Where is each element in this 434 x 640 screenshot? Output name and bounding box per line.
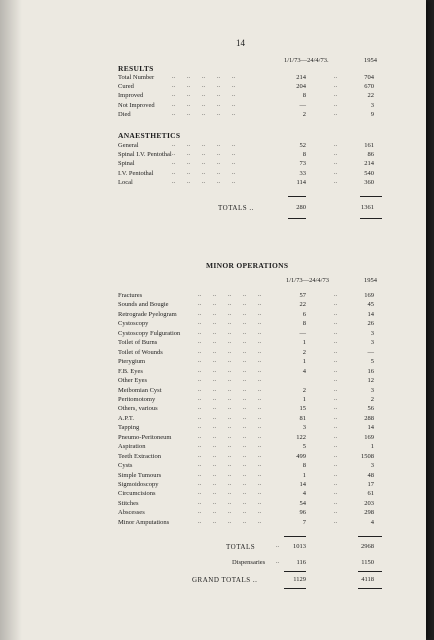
dot-leader: ..: [334, 481, 337, 487]
row-label: Cysts: [118, 462, 133, 470]
row-value-1954: 45: [367, 301, 374, 309]
row-label: Circumcisions: [118, 490, 156, 498]
row-value-1954: 48: [367, 471, 374, 479]
row-value-period: 3: [302, 424, 306, 432]
row-value-period: 1: [302, 395, 306, 403]
row-value-period: 52: [299, 142, 306, 149]
row-label: Died: [118, 110, 131, 118]
dot-leader: .. .. .. .. ..: [198, 518, 261, 525]
row-value-period: —: [299, 101, 306, 109]
dot-leader: .. .. .. .. ..: [198, 320, 261, 327]
row-value-period: 73: [299, 160, 306, 168]
row-value-period: 122: [296, 433, 306, 441]
row-label: Other Eyes: [118, 377, 148, 385]
results-col1-header: 1/1/73—24/4/73.: [284, 57, 329, 64]
dot-leader: .. .. .. .. ..: [198, 471, 261, 478]
dot-leader: .. .. .. .. ..: [198, 386, 261, 393]
row-value-period: 81: [299, 414, 306, 422]
row-value-1954: 3: [370, 339, 374, 347]
dot-leader: .. .. .. .. ..: [198, 424, 261, 431]
minor-totals-col2: 2968: [361, 543, 374, 550]
dot-leader: ..: [334, 386, 337, 393]
row-value-1954: 17: [367, 481, 374, 488]
row-value-1954: 161: [364, 142, 374, 149]
minor-col1-rule: [284, 536, 306, 537]
dot-leader: ..: [334, 110, 337, 117]
minor-operations-col2-header: 1954: [364, 277, 377, 284]
dot-leader: .. .. .. .. ..: [198, 490, 261, 497]
dot-leader: .. .. .. .. ..: [198, 462, 261, 469]
results-heading: RESULTS: [118, 64, 154, 73]
grand-totals-col2: 4118: [361, 576, 374, 583]
row-value-period: 8: [302, 320, 306, 328]
row-value-1954: 9: [370, 110, 374, 118]
row-label: Pneumo-Peritoneum: [118, 433, 172, 441]
row-value-1954: 2: [370, 395, 374, 403]
row-value-1954: 3: [370, 386, 374, 394]
row-value-period: 6: [302, 310, 306, 318]
row-value-period: 114: [296, 178, 306, 186]
row-label: Stitches: [118, 499, 139, 507]
row-value-period: 8: [302, 151, 306, 159]
minor-totals-leader: ..: [276, 543, 279, 549]
row-label: Simple Tumours: [118, 471, 162, 479]
dispensaries-col1: 116: [296, 559, 306, 566]
dot-leader: ..: [334, 320, 337, 327]
dot-leader: ..: [334, 301, 337, 308]
dot-leader: .. .. .. .. ..: [172, 178, 235, 185]
dot-leader: ..: [334, 310, 337, 317]
row-value-period: 54: [299, 499, 306, 507]
dot-leader: .. .. .. .. ..: [172, 169, 235, 176]
dot-leader: .. .. .. .. ..: [198, 377, 261, 384]
row-label: Pterygium: [118, 358, 146, 366]
dot-leader: .. .. .. .. ..: [198, 348, 261, 355]
dot-leader: ..: [334, 329, 337, 336]
dot-leader: ..: [334, 151, 337, 158]
row-label: Cystoscopy: [118, 320, 149, 328]
row-label: Not Improved: [118, 101, 155, 109]
dot-leader: .. .. .. .. ..: [198, 405, 261, 412]
row-value-period: 499: [296, 452, 306, 460]
row-value-period: 33: [299, 169, 306, 177]
row-label: Cured: [118, 83, 134, 91]
dot-leader: ..: [334, 452, 337, 459]
dot-leader: .. .. .. .. ..: [198, 292, 261, 298]
dot-leader: ..: [334, 424, 337, 431]
row-value-1954: 169: [364, 292, 374, 299]
row-label: Improved: [118, 92, 144, 100]
row-value-period: 5: [302, 443, 306, 451]
binding-shadow: [0, 0, 22, 640]
row-value-1954: —: [367, 348, 374, 356]
row-value-1954: 214: [364, 160, 374, 168]
dot-leader: .. .. .. .. ..: [198, 509, 261, 516]
row-value-period: 1: [302, 471, 306, 479]
row-value-period: 8: [302, 92, 306, 100]
dot-leader: .. .. .. .. ..: [198, 301, 261, 308]
row-label: Spinal I.V. Pentothal: [118, 151, 172, 159]
anaesthetics-col2-rule-top: [360, 196, 382, 197]
dot-leader: ..: [334, 518, 337, 525]
row-label: Teeth Extraction: [118, 452, 162, 460]
dot-leader: ..: [334, 160, 337, 167]
dot-leader: .. .. .. .. ..: [198, 329, 261, 336]
dot-leader: .. .. .. .. ..: [198, 481, 261, 487]
row-label: Toilet of Burns: [118, 339, 158, 347]
dot-leader: ..: [334, 292, 337, 298]
row-value-period: 2: [302, 348, 306, 356]
dot-leader: ..: [334, 339, 337, 346]
row-value-1954: 14: [367, 424, 374, 432]
row-value-1954: 56: [367, 405, 374, 413]
page-number: 14: [236, 38, 245, 48]
anaesthetics-col1-rule-top: [288, 196, 306, 197]
dot-leader: .. .. .. .. ..: [198, 339, 261, 346]
dispensaries-label: Dispensaries: [232, 559, 266, 566]
row-value-1954: 298: [364, 509, 374, 517]
dot-leader: ..: [334, 83, 337, 90]
dot-leader: .. .. .. .. ..: [198, 433, 261, 440]
minor-col2-rule: [358, 536, 382, 537]
row-value-1954: 3: [370, 462, 374, 470]
minor-totals-label: TOTALS: [226, 543, 256, 551]
dot-leader: ..: [334, 509, 337, 516]
dot-leader: ..: [334, 348, 337, 355]
row-label: Peritomotomy: [118, 395, 156, 403]
dot-leader: ..: [334, 101, 337, 108]
dispensaries-leader: ..: [276, 559, 279, 565]
row-label: Tapping: [118, 424, 140, 432]
dot-leader: .. .. .. .. ..: [172, 101, 235, 108]
anaesthetics-heading: ANAESTHETICS: [118, 131, 181, 140]
row-value-1954: 288: [364, 414, 374, 422]
row-value-period: 14: [299, 481, 306, 488]
row-value-period: 1: [302, 358, 306, 366]
row-value-1954: 14: [367, 310, 374, 318]
row-value-period: 22: [299, 301, 306, 309]
row-value-period: 57: [299, 292, 306, 299]
row-label: I.V. Pentothal: [118, 169, 154, 177]
dot-leader: ..: [334, 395, 337, 402]
dot-leader: ..: [334, 443, 337, 450]
row-label: A.P.T.: [118, 414, 134, 422]
dot-leader: .. .. .. .. ..: [172, 151, 235, 158]
row-value-period: 204: [296, 83, 306, 91]
row-label: Sounds and Bougie: [118, 301, 169, 309]
dot-leader: ..: [334, 490, 337, 497]
dot-leader: ..: [334, 178, 337, 185]
results-col2-header: 1954: [364, 57, 377, 64]
anaesthetics-col2-rule-bottom: [360, 218, 382, 219]
minor-operations-col1-header: 1/1/73—24/4/73: [286, 277, 329, 284]
anaesthetics-totals-label: TOTALS ..: [218, 204, 254, 212]
dot-leader: ..: [334, 471, 337, 478]
grand-totals-col1: 1129: [293, 576, 306, 583]
row-value-1954: 4: [370, 518, 374, 526]
grand-col1-rule: [284, 571, 306, 572]
dot-leader: .. .. .. .. ..: [198, 443, 261, 450]
dispensaries-col2: 1150: [361, 559, 374, 566]
row-value-period: —: [299, 329, 306, 337]
row-label: Cystoscopy Fulguration: [118, 329, 181, 337]
row-label: Total Number: [118, 74, 155, 81]
dot-leader: ..: [334, 367, 337, 374]
dot-leader: .. .. .. .. ..: [172, 74, 235, 80]
grand-col1-rule-bottom: [284, 588, 306, 589]
row-label: F.B. Eyes: [118, 367, 143, 375]
dot-leader: .. .. .. .. ..: [172, 110, 235, 117]
row-label: Local: [118, 178, 133, 186]
grand-col2-rule: [358, 571, 382, 572]
dot-leader: .. .. .. .. ..: [198, 367, 261, 374]
dot-leader: .. .. .. .. ..: [198, 452, 261, 459]
row-value-1954: 704: [364, 74, 374, 81]
row-value-1954: 5: [370, 358, 374, 366]
anaesthetics-col1-rule-bottom: [288, 218, 306, 219]
row-value-1954: 540: [364, 169, 374, 177]
row-value-1954: 3: [370, 101, 374, 109]
dot-leader: .. .. .. .. ..: [198, 310, 261, 317]
dot-leader: .. .. .. .. ..: [198, 414, 261, 421]
row-label: Toilet of Wounds: [118, 348, 163, 356]
row-value-1954: 86: [367, 151, 374, 159]
anaesthetics-totals-col1: 280: [296, 204, 306, 211]
dot-leader: .. .. .. .. ..: [172, 83, 235, 90]
dot-leader: ..: [334, 499, 337, 506]
row-value-period: 7: [302, 518, 306, 526]
row-value-period: 8: [302, 462, 306, 470]
minor-operations-heading: MINOR OPERATIONS: [206, 261, 289, 270]
row-value-1954: 3: [370, 329, 374, 337]
row-label: Fractures: [118, 292, 143, 299]
dot-leader: ..: [334, 414, 337, 421]
row-value-period: 214: [296, 74, 306, 81]
row-value-1954: 22: [367, 92, 374, 100]
row-value-period: 4: [302, 367, 306, 375]
grand-col2-rule-bottom: [358, 588, 382, 589]
dot-leader: ..: [334, 74, 337, 80]
row-value-1954: 1: [370, 443, 374, 451]
row-label: Abscesses: [118, 509, 145, 517]
dot-leader: ..: [334, 142, 337, 148]
dot-leader: .. .. .. .. ..: [198, 395, 261, 402]
row-value-period: 15: [299, 405, 306, 413]
anaesthetics-totals-col2: 1361: [361, 204, 374, 211]
dot-leader: .. .. .. .. ..: [198, 499, 261, 506]
dot-leader: ..: [334, 377, 337, 384]
row-label: Meibomian Cyst: [118, 386, 162, 394]
row-value-1954: 12: [367, 377, 374, 385]
dot-leader: ..: [334, 462, 337, 469]
row-label: Others, various: [118, 405, 158, 413]
grand-totals-label: GRAND TOTALS ..: [192, 576, 258, 584]
minor-totals-col1: 1013: [293, 543, 306, 550]
row-value-1954: 203: [364, 499, 374, 507]
dot-leader: ..: [334, 92, 337, 99]
row-value-1954: 169: [364, 433, 374, 441]
row-value-1954: 670: [364, 83, 374, 91]
dot-leader: ..: [334, 358, 337, 365]
row-value-period: 2: [302, 386, 306, 394]
dot-leader: ..: [334, 433, 337, 440]
row-label: Aspiration: [118, 443, 146, 451]
dot-leader: .. .. .. .. ..: [172, 92, 235, 99]
row-value-1954: 16: [367, 367, 374, 375]
dot-leader: .. .. .. .. ..: [198, 358, 261, 365]
dot-leader: .. .. .. .. ..: [172, 142, 235, 148]
row-value-1954: 1508: [361, 452, 374, 460]
row-value-period: 1: [302, 339, 306, 347]
row-value-period: 2: [302, 110, 306, 118]
dot-leader: ..: [334, 169, 337, 176]
row-label: Minor Amputations: [118, 518, 170, 526]
row-value-period: 4: [302, 490, 306, 498]
row-label: Retrograde Pyelogram: [118, 310, 177, 318]
row-value-1954: 360: [364, 178, 374, 186]
row-value-1954: 61: [367, 490, 374, 498]
row-value-1954: 26: [367, 320, 374, 328]
row-label: Sigmoidoscopy: [118, 481, 159, 488]
dot-leader: ..: [334, 405, 337, 412]
row-value-period: 96: [299, 509, 306, 517]
row-label: Spinal: [118, 160, 135, 168]
dot-leader: .. .. .. .. ..: [172, 160, 235, 167]
row-label: General: [118, 142, 139, 149]
